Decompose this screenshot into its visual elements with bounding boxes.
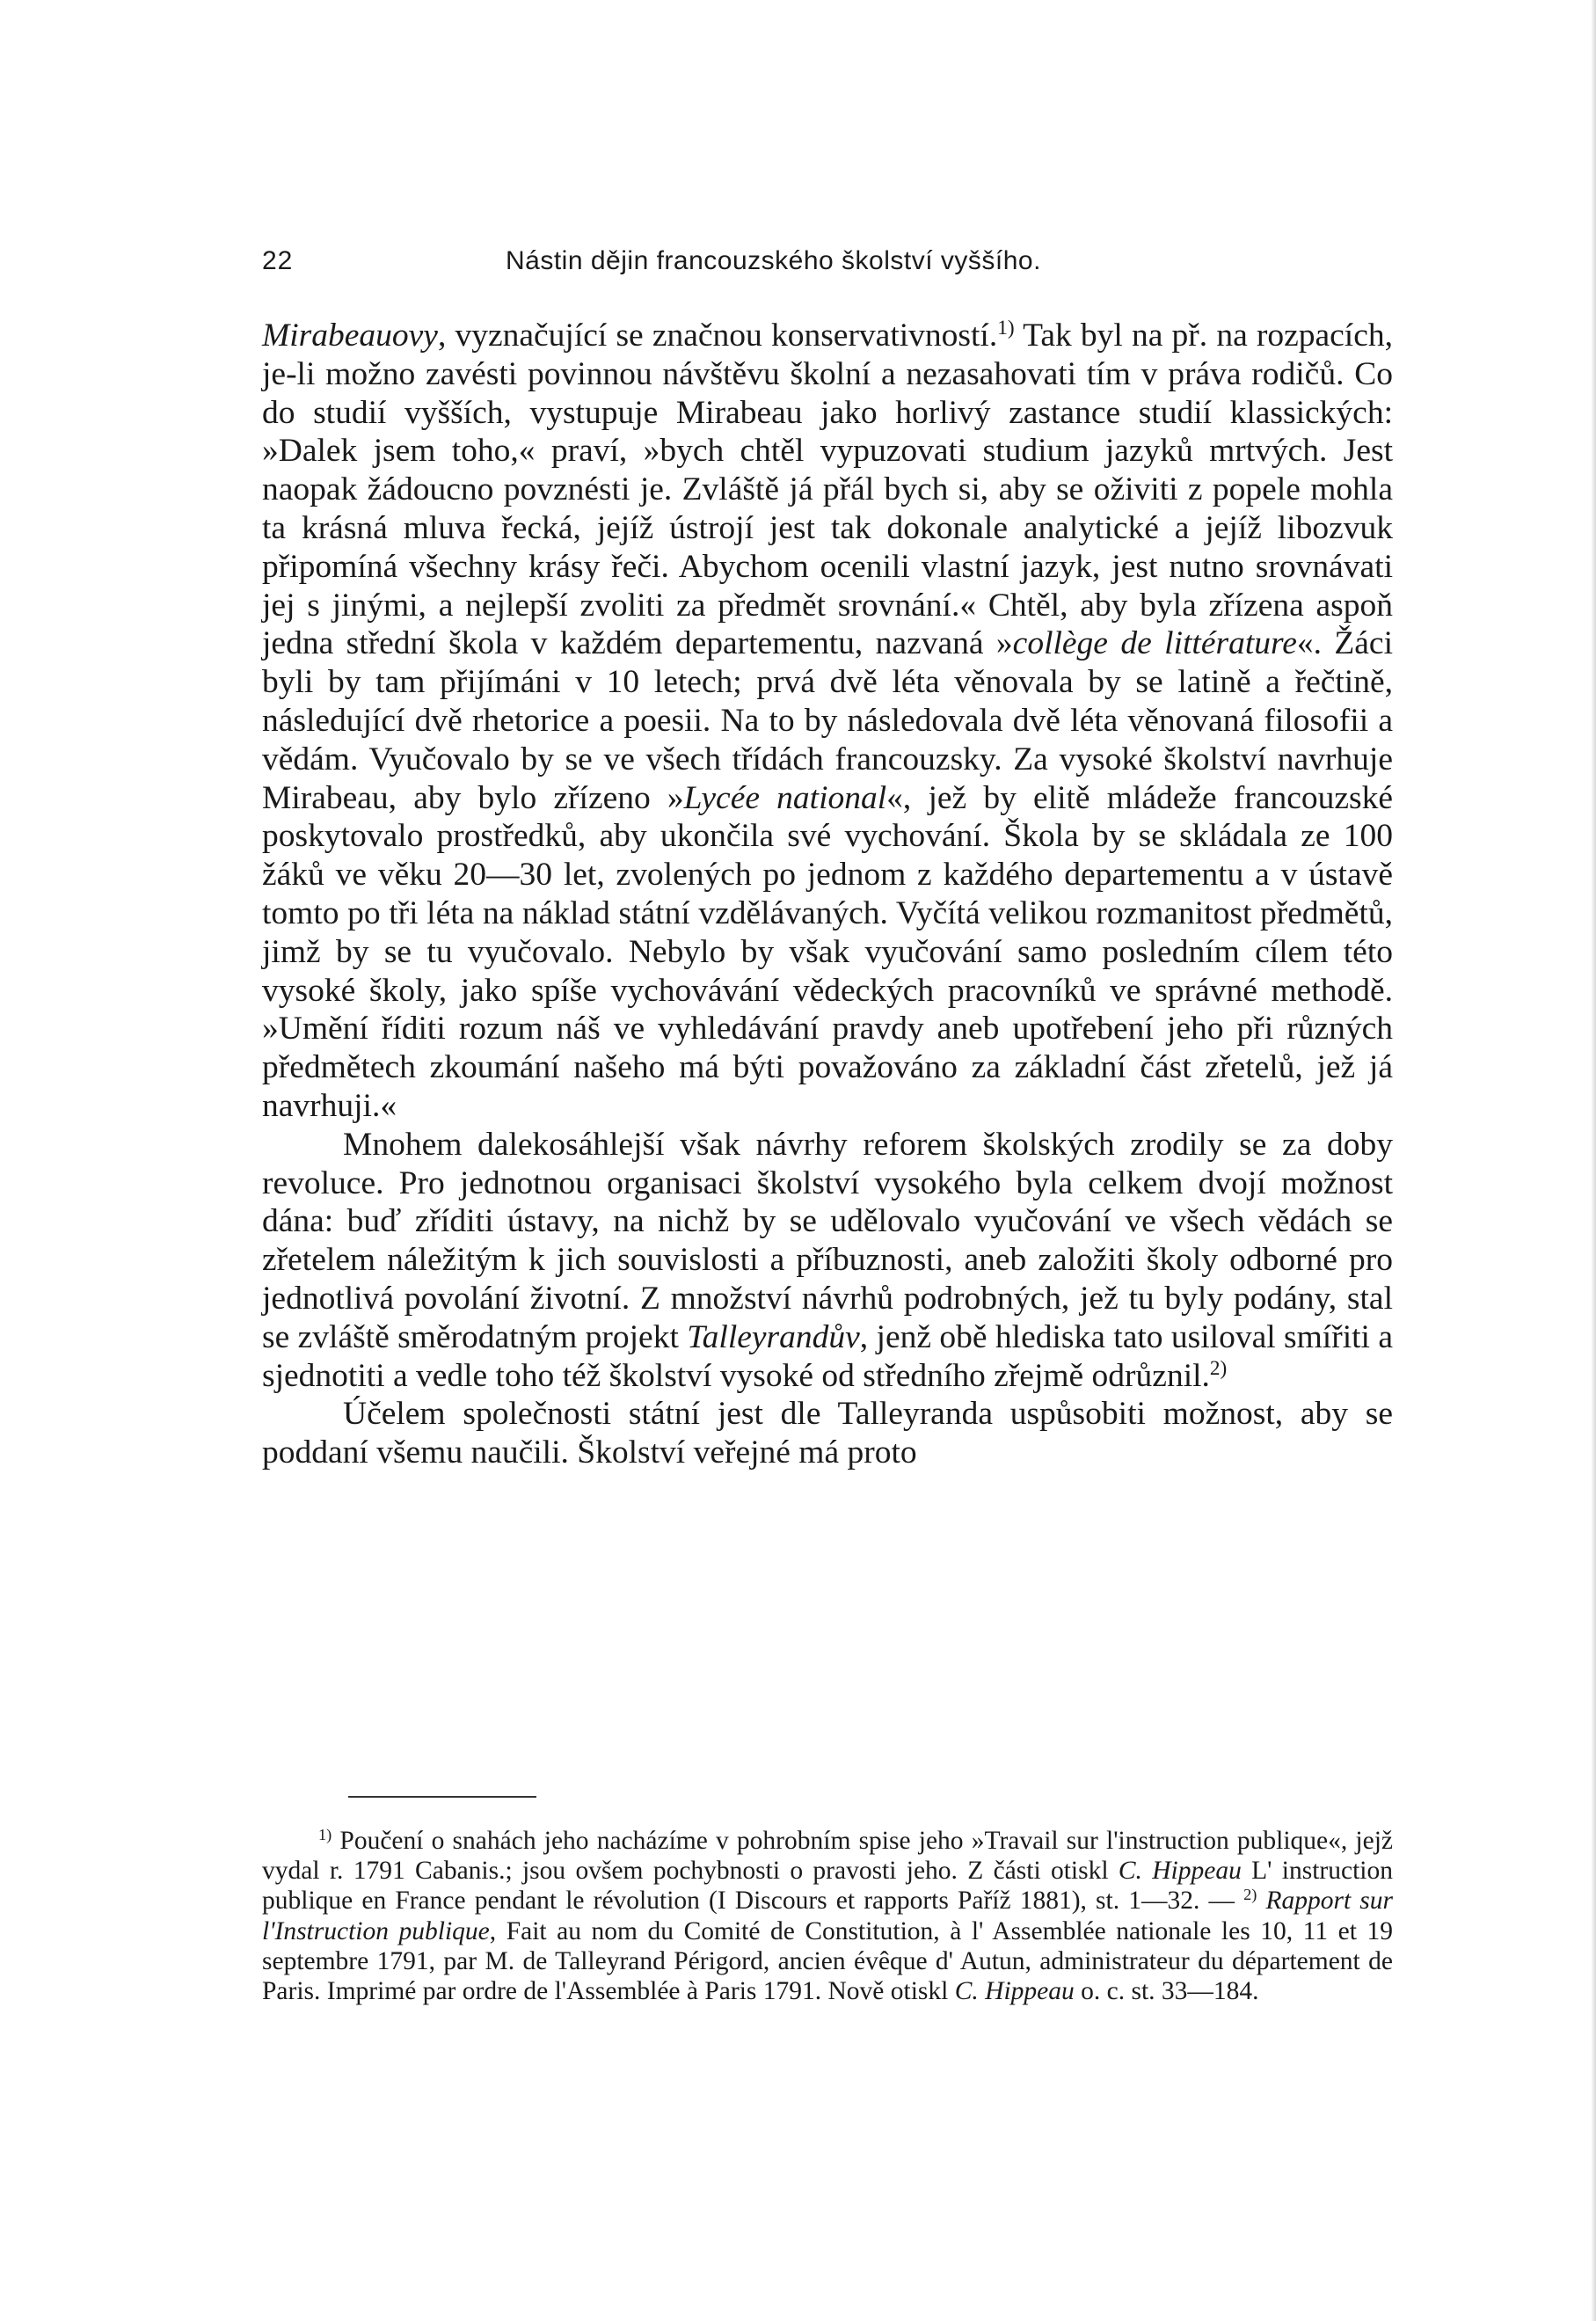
paragraph-3: Účelem společnosti státní jest dle Talleyranda uspůsobiti možnost, aby se poddaní všemu naučili. Školství veřejné má proto — [262, 1396, 1393, 1471]
rapport-title: Rapport sur l'Instruction publique — [262, 1887, 1393, 1945]
footnote-mark-1: 1) — [318, 1825, 332, 1843]
scan-edge — [1591, 0, 1596, 2321]
page-header — [262, 246, 1396, 281]
lycee-term: Lycée national — [683, 779, 887, 816]
author-hippeau-2: C. Hippeau — [954, 1977, 1075, 2006]
author-hippeau: C. Hippeau — [1118, 1857, 1242, 1886]
paragraph-1: Mirabeauovy, vyznačující se značnou konservativností.$^{1)}$ Tak byl na př. na rozpacích, je-li možno zavésti povinnou návštěvu školní a nezasahovati tím v práva rodičů. Co do studií vyšších, vystupuje Mirabeau jako horlivý zastance studií klassických: »Dalek jsem toho,« praví, »bych chtěl vypuzovati studium jazyků mrtvých. Jest naopak žádoucno povznésti je. Zvláště já přál bych si, aby se oživiti z popele mohla ta krásná mluva řecká, jejíž ústrojí jest tak dokonale analytické a jejíž libozvuk připomíná všechny krásy řeči. Abychom ocenili vlastní jazyk, jest nutno srovnávati jej s jinými, a nejlepší zvoliti za předmět srovnání.« Chtěl, aby byla zřízena aspoň jedna střední škola v každém departementu, nazvaná »collège de littérature«. Žáci byli by tam přijímáni v 10 letech; prvá dvě léta věnovala by se latině a řečtině, následující dvě rhetorice a poesii. Na to by následovala dvě léta věnovaná filosofii a vědám. Vyučovalo by se ve všech třídách francouzsky. Za vysoké školství navrhuje Mirabeau, aby bylo zřízeno »Lycée national«, jež by elitě mládeže francouzské poskytovalo prostředků, aby ukončila své vychování. Škola by se skládala ze 100 žáků ve věku 20—30 let, zvolených po jednom z každého departementu a v ústavě tomto po tři léta na náklad státní vzdělávaných. Vyčítá velikou rozmanitost předmětů, jimž by se tu vyučovalo. Nebylo by však vyučování samo posledním cílem této vysoké školy, jako spíše vychovávání vědeckých pracovníků ve správné methodě. »Umění říditi rozum náš ve vyhledávání pravdy aneb upotřebení jeho při různých předmětech zkoumání našeho má býti považováno za základní část zřetelů, jež já navrhuji.« — [262, 317, 1393, 1124]
footnote-divider — [348, 1796, 536, 1798]
page-number: 22 — [262, 246, 294, 275]
body-text — [262, 317, 1393, 1472]
name-mirabeau: Mirabeauovy — [262, 317, 438, 354]
footnote-1: $^{1)}$ Poučení o snahách jeho nacházíme v pohrobním spise jeho »Travail sur l'instruction publique«, jejž vydal r. 1791 Cabanis.; jsou ovšem pochybnosti o pravosti jeho. Z části otiskl C. Hippeau L' instruction publique en France pendant le révolution (I Discours et rapports Paříž 1881), st. 1—32. — $^{2)}$ Rapport sur l'Instruction publique, Fait au nom du Comité de Constitution, à l' Assemblée nationale les 10, 11 et 19 septembre 1791, par M. de Talleyrand Périgord, ancien évêque d' Autun, administrateur du département de Paris. Imprimé par ordre de l'Assemblée à Paris 1791. Nově otiskl C. Hippeau o. c. st. 33—184. — [262, 1825, 1393, 2006]
footnotes — [262, 1826, 1393, 2006]
footnote-ref-2: 2) — [1209, 1356, 1228, 1380]
running-title: Nástin dějin francouzského školství vyššího. — [506, 246, 1041, 275]
paragraph-2: Mnohem dalekosáhlejší však návrhy reforem školských zrodily se za doby revoluce. Pro jednotnou organisaci školství vysokého byla celkem dvojí možnost dána: buď zříditi ústavy, na nichž by se udělovalo vyučování ve všech vědách se zřetelem náležitým k jich souvislosti a příbuznosti, aneb založiti školy odborné pro jednotlivá povolání životní. Z množství návrhů podrobných, jež tu byly podány, stal se zvláště směrodatným projekt Talleyrandův, jenž obě hlediska tato usiloval smířiti a sjednotiti a vedle toho též školství vysoké od středního zřejmě odrůznil.$^{2)}$ — [262, 1126, 1393, 1394]
college-term: collège de littérature — [1012, 625, 1297, 662]
name-talleyrand: Talleyrandův — [687, 1318, 860, 1355]
footnote-ref-1: 1) — [997, 317, 1015, 340]
footnote-mark-2: 2) — [1243, 1886, 1257, 1904]
